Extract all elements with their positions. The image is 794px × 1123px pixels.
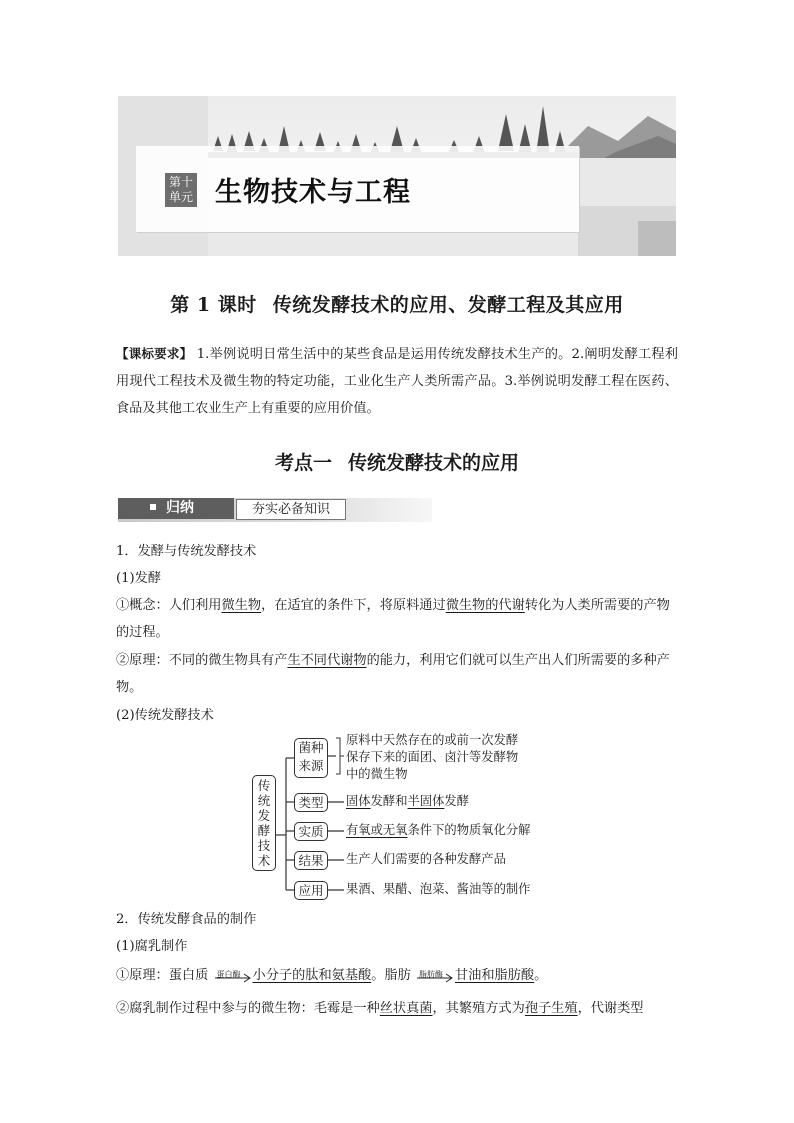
reaction-arrow — [213, 969, 253, 983]
text: 。脂肪 — [371, 968, 411, 983]
text: 条件下的物质氧化分解 — [407, 823, 531, 837]
underlined-text: 固体 — [346, 794, 371, 808]
source-line: 保存下来的面团、卤汁等发酵物 — [346, 750, 519, 764]
source-label: 来源 — [298, 758, 324, 773]
text: ，其繁殖方式为 — [432, 1001, 525, 1016]
type-text — [346, 793, 469, 810]
concept-paragraph — [116, 592, 678, 646]
type-box: 类型 — [294, 793, 328, 812]
text: ①概念：人们利用 — [116, 598, 222, 613]
source-label: 菌种 — [298, 740, 324, 755]
root-box — [252, 775, 276, 871]
essence-text — [346, 822, 530, 839]
unit-badge-line1: 第十 — [168, 175, 193, 189]
heading-1: 1．发酵与传统发酵技术 — [116, 544, 257, 559]
tag-knowledge: 夯实必备知识 — [236, 499, 346, 520]
underlined-text: 生不同代谢物 — [287, 653, 367, 668]
unit-title: 生物技术与工程 — [215, 177, 411, 208]
principle-reaction — [116, 962, 678, 989]
section-name: 传统发酵技术的应用 — [348, 452, 520, 474]
requirements-label: 【课标要求】 — [116, 346, 193, 361]
underlined-text: 微生物的代谢 — [445, 598, 525, 613]
application-box: 应用 — [294, 881, 328, 900]
root-char: 技 — [257, 838, 271, 853]
root-char: 统 — [257, 793, 271, 808]
underlined-text: 半固体 — [407, 794, 445, 808]
underlined-text: 丝状真菌 — [379, 1001, 433, 1016]
source-text — [346, 732, 518, 783]
text: 转化为人类所需要的产物的过程。 — [116, 598, 670, 640]
root-char: 术 — [257, 853, 271, 868]
source-box — [294, 738, 328, 778]
source-line: 中的微生物 — [346, 767, 408, 781]
result-box: 结果 — [294, 851, 328, 870]
root-char: 传 — [257, 778, 271, 793]
heading-1-1: (1)发酵 — [116, 571, 162, 586]
unit-badge — [165, 173, 197, 207]
text: 的能力，利用它们就可以生产出人们所需要的多种产物。 — [116, 653, 670, 695]
text: 。 — [534, 968, 548, 983]
microbe-paragraph — [116, 995, 678, 1022]
heading-1-2: (2)传统发酵技术 — [116, 708, 214, 723]
section-title — [0, 448, 794, 475]
lesson-name: 传统发酵技术的应用、发酵工程及其应用 — [272, 294, 624, 316]
enzyme-label: 脂肪酶 — [418, 969, 443, 979]
text: ②原理：不同的微生物具有产 — [116, 653, 288, 668]
application-text: 果酒、果醋、泡菜、酱油等的制作 — [346, 882, 531, 896]
enzyme-label: 蛋白酶 — [216, 969, 241, 979]
result-text: 生产人们需要的各种发酵产品 — [346, 852, 506, 866]
heading-2-1: (1)腐乳制作 — [116, 939, 188, 954]
text: ，代谢类型 — [577, 1001, 644, 1016]
text: ①原理：蛋白质 — [116, 968, 209, 983]
tag-summary — [118, 498, 234, 519]
unit-badge-line2: 单元 — [168, 190, 193, 204]
lesson-title — [0, 290, 794, 317]
lesson-number: 第 1 课时 — [170, 294, 257, 316]
arrow-icon — [213, 971, 253, 985]
underlined-text: 孢子生殖 — [524, 1001, 578, 1016]
text: ，在适宜的条件下，将原料通过 — [261, 598, 446, 613]
source-line: 原料中天然存在的或前一次发酵 — [346, 733, 519, 747]
principle-paragraph — [116, 647, 678, 701]
text: ②腐乳制作过程中参与的微生物：毛霉是一种 — [116, 1001, 380, 1016]
requirements-text: 1.举例说明日常生活中的某些食品是运用传统发酵技术生产的。2.阐明发酵工程利用现代工程技术及微生物的特定功能，工业化生产人类所需产品。3.举例说明发酵工程在医药、食品及其他工农业生产上有重要的应用价值。 — [116, 347, 678, 416]
underlined-text: 甘油和脂肪酸 — [454, 968, 535, 983]
root-char: 发 — [257, 808, 271, 823]
underlined-text: 小分子的肽和氨基酸 — [252, 968, 372, 983]
heading-2: 2．传统发酵食品的制作 — [116, 912, 257, 927]
fermentation-diagram — [250, 730, 560, 902]
square-icon — [150, 504, 156, 510]
text: 发酵 — [444, 794, 470, 808]
root-char: 酵 — [257, 823, 271, 838]
reaction-arrow — [415, 969, 455, 983]
essence-box: 实质 — [294, 822, 328, 841]
text: 发酵和 — [370, 794, 408, 808]
tag-summary-label: 归纳 — [166, 500, 194, 516]
underlined-text: 有氧或无氧 — [346, 823, 408, 837]
arrow-icon — [415, 971, 455, 985]
underlined-text: 微生物 — [221, 598, 262, 613]
curriculum-requirements — [116, 340, 678, 422]
section-number: 考点一 — [274, 452, 332, 474]
